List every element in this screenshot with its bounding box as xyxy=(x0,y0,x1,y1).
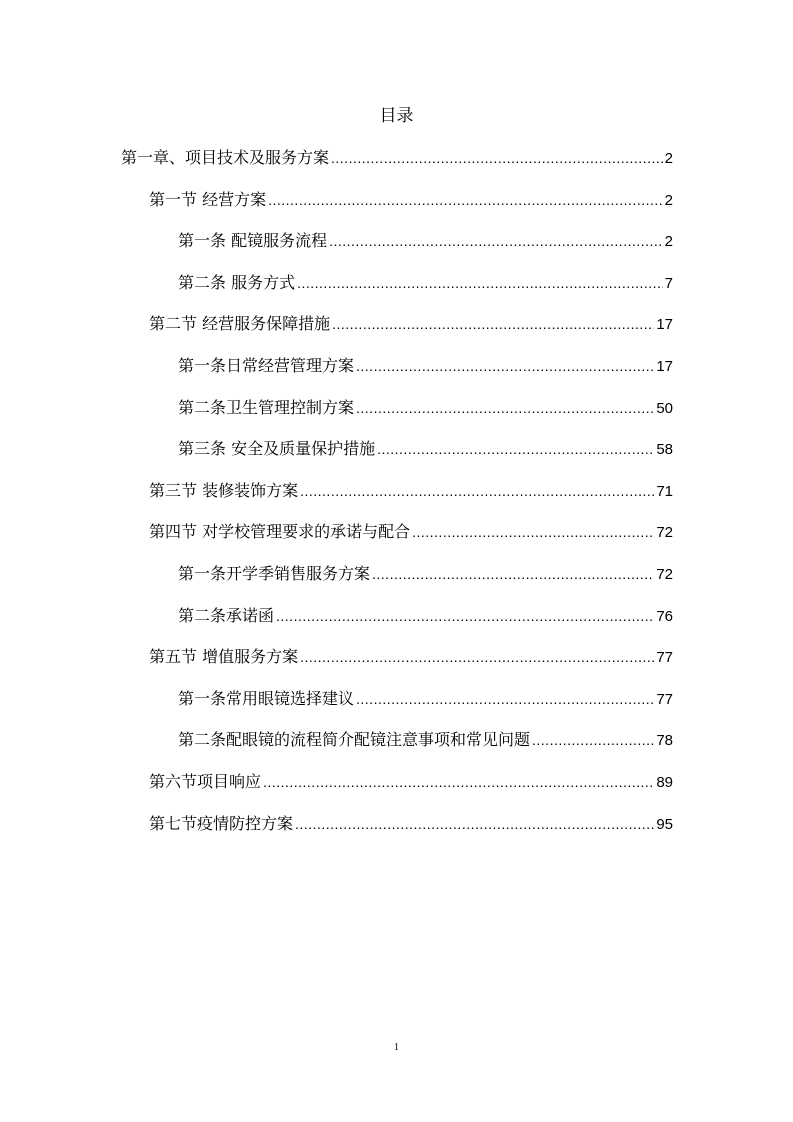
toc-entry-page-number: 89 xyxy=(656,774,673,791)
toc-entry-label: 第一条开学季销售服务方案 xyxy=(178,564,371,583)
toc-entry-page-number: 58 xyxy=(656,441,673,459)
toc-entry-label: 第一条日常经营管理方案 xyxy=(178,356,355,375)
toc-title: 目录 xyxy=(379,106,414,126)
toc-entry-page-number: 17 xyxy=(656,358,673,375)
toc-entry-label: 第一节 经营方案 xyxy=(149,189,267,209)
toc-entry[interactable] xyxy=(149,188,673,212)
toc-entry-page-number: 72 xyxy=(656,524,673,542)
toc-entry[interactable] xyxy=(149,812,673,836)
toc-entry-label: 第二条配眼镜的流程简介配镜注意事项和常见问题 xyxy=(178,730,531,750)
toc-entry-label: 第二节 经营服务保障措施 xyxy=(149,314,331,334)
toc-dot-leader xyxy=(356,354,654,378)
toc-entry[interactable] xyxy=(121,146,673,170)
toc-entry-page-number: 50 xyxy=(656,399,673,417)
toc-entry[interactable] xyxy=(178,437,673,461)
toc-entry-page-number: 95 xyxy=(656,815,673,833)
toc-entry[interactable] xyxy=(178,354,673,378)
toc-entry[interactable] xyxy=(178,687,673,711)
toc-dot-leader xyxy=(412,520,654,544)
toc-entry[interactable] xyxy=(178,229,673,253)
toc-entry[interactable] xyxy=(149,770,673,794)
toc-entry-page-number: 77 xyxy=(656,690,673,708)
toc-dot-leader xyxy=(268,188,663,212)
toc-dot-leader xyxy=(276,604,654,628)
toc-dot-leader xyxy=(332,312,654,336)
toc-dot-leader xyxy=(377,437,654,461)
toc-dot-leader xyxy=(300,645,654,669)
toc-dot-leader xyxy=(356,687,654,711)
toc-dot-leader xyxy=(356,396,654,420)
toc-entry[interactable] xyxy=(149,645,673,669)
toc-entry-label: 第一条 配镜服务流程 xyxy=(178,231,328,251)
toc-dot-leader xyxy=(295,812,654,836)
toc-dot-leader xyxy=(263,770,654,794)
toc-entry-label: 第一章、项目技术及服务方案 xyxy=(121,148,330,167)
toc-entry-label: 第五节 增值服务方案 xyxy=(149,647,299,667)
page-number: 1 xyxy=(394,1042,399,1053)
toc-dot-leader xyxy=(372,562,654,586)
toc-dot-leader xyxy=(297,271,663,295)
toc-entry-page-number: 71 xyxy=(656,482,673,500)
toc-entry-page-number: 2 xyxy=(664,233,673,251)
toc-entry-page-number: 2 xyxy=(664,191,673,209)
toc-entry-label: 第三条 安全及质量保护措施 xyxy=(178,439,376,459)
toc-entry[interactable] xyxy=(178,562,673,586)
toc-dot-leader xyxy=(331,146,663,170)
toc-dot-leader xyxy=(532,728,654,752)
toc-entry[interactable] xyxy=(178,604,673,628)
toc-entry-label: 第七节疫情防控方案 xyxy=(149,813,294,833)
toc-entry-label: 第二条 服务方式 xyxy=(178,272,296,292)
toc-entry-page-number: 17 xyxy=(656,316,673,334)
toc-entry-label: 第四节 对学校管理要求的承诺与配合 xyxy=(149,522,411,542)
toc-entry[interactable] xyxy=(178,271,673,295)
toc-entry-label: 第一条常用眼镜选择建议 xyxy=(178,688,355,708)
toc-entry-label: 第三节 装修装饰方案 xyxy=(149,480,299,500)
toc-dot-leader xyxy=(329,229,663,253)
toc-entry-label: 第六节项目响应 xyxy=(149,772,262,791)
toc-entry[interactable] xyxy=(149,479,673,503)
toc-entry-page-number: 72 xyxy=(656,566,673,583)
toc-entry-page-number: 78 xyxy=(656,732,673,750)
toc-entry-page-number: 2 xyxy=(664,150,673,167)
toc-entry[interactable] xyxy=(178,728,673,752)
toc-entry-page-number: 77 xyxy=(656,649,673,667)
toc-entry-page-number: 7 xyxy=(664,274,673,292)
toc-entry[interactable] xyxy=(149,312,673,336)
toc-entry-label: 第二条卫生管理控制方案 xyxy=(178,397,355,417)
toc-entry[interactable] xyxy=(178,396,673,420)
toc-entry-page-number: 76 xyxy=(656,607,673,625)
toc-dot-leader xyxy=(300,479,654,503)
toc-entry-label: 第二条承诺函 xyxy=(178,605,275,625)
toc-entry[interactable] xyxy=(149,520,673,544)
